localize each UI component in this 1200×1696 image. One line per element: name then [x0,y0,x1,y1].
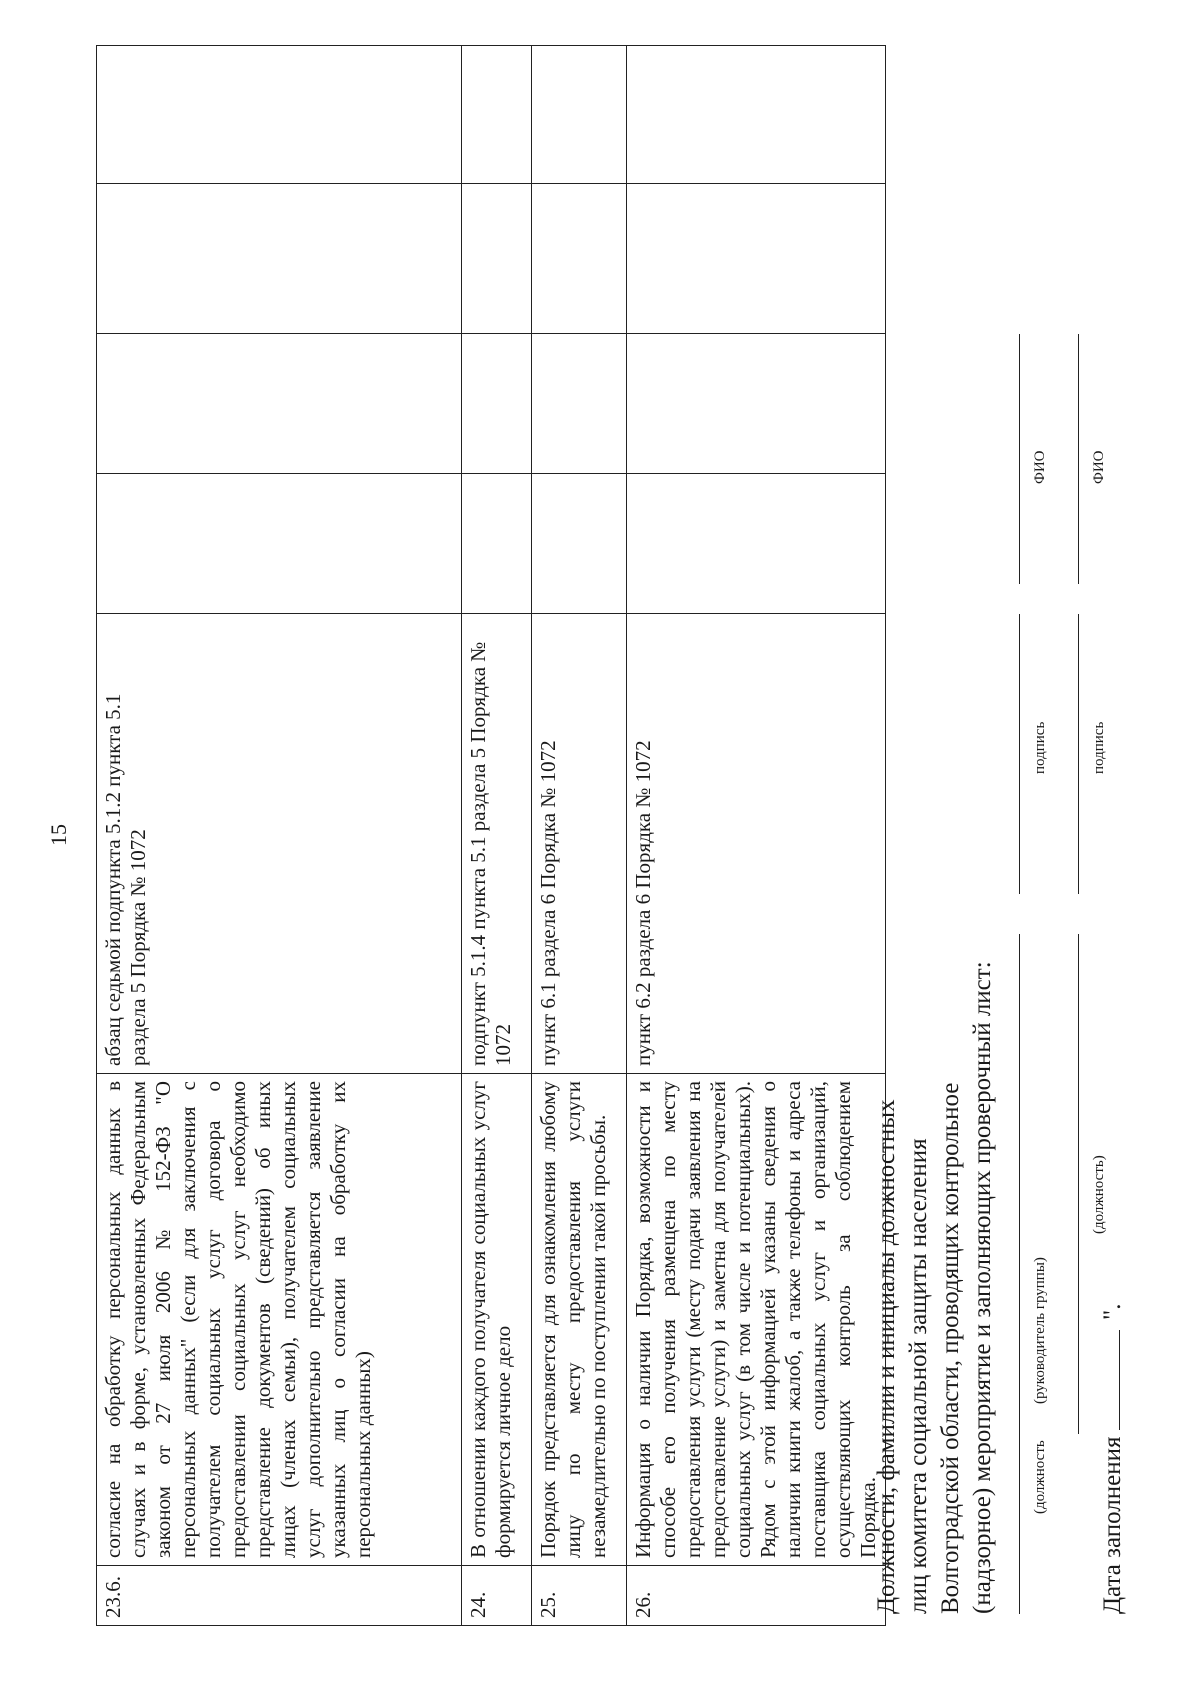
fill-date [1097,1304,1128,1614]
requirement-text: Информация о наличии Порядка, возможности и способе его получения размещена по месту предоставления услуги (месту подачи заявления на предоставление услуги) и заметна для получателей социальных услуг (в том числе и потенциальных). Рядом с этой информацией указаны сведения о наличии книги жалоб, а также телефоны и адреса поставщика социальных услуг и организаций, осуществляющих контроль за соблюдением Порядка. [627,1074,886,1566]
answer-na-cell[interactable] [532,184,627,334]
name-line[interactable] [1078,334,1079,584]
officials-line: Должности, фамилии и инициалы должностных [873,1099,900,1614]
date-suffix: ". [1099,1303,1126,1321]
name-line[interactable] [1019,334,1020,584]
signature-line[interactable] [1078,614,1079,894]
signature-block [871,54,1136,1614]
answer-no-cell[interactable] [532,334,627,474]
row-number: 24. [462,1566,532,1626]
position-caption: (должность) [1091,1155,1107,1234]
checklist-table [96,45,886,1626]
officials-heading [871,961,999,1614]
row-number: 23.6. [97,1566,462,1626]
requirement-text: согласие на обработку персональных данных в случаях и в форме, установленных Федеральным законом от 27 июля 2006 № 152-ФЗ "О персональных данных" (если для заключения с получателем социальных услуг договора о предоставлении социальных услуг необходимо представление документов (сведений) об иных лицах (членах семьи), получателем социальных услуг дополнительно представляется заявление указанных лиц о согласии на обработку их персональных данных) [97,1074,462,1566]
row-number: 25. [532,1566,627,1626]
answer-no-cell[interactable] [627,334,886,474]
note-cell[interactable] [462,46,532,184]
position-line[interactable] [1078,934,1079,1434]
signature-caption: подпись [1032,721,1048,774]
answer-yes-cell[interactable] [97,474,462,614]
officials-line: (надзорное) мероприятие и заполняющих проверочный лист: [969,961,996,1614]
signature-row-leader [1019,114,1079,1614]
role-caption: (руководитель группы) [1032,1257,1048,1404]
date-label: Дата заполнения [1099,1436,1126,1614]
note-cell[interactable] [97,46,462,184]
legal-reference: абзац седьмой подпункта 5.1.2 пункта 5.1 раздела 5 Порядка № 1072 [97,614,462,1074]
answer-no-cell[interactable] [97,334,462,474]
rotated-page-content [96,46,1136,1626]
officials-line: Волгоградской области, проводящих контрольное [937,1082,964,1614]
legal-reference: пункт 6.2 раздела 6 Порядка № 1072 [627,614,886,1074]
answer-yes-cell[interactable] [532,474,627,614]
page-number: 15 [46,824,71,846]
requirement-text: Порядок представляется для ознакомления любому лицу по месту предоставления услуги незамедлительно по поступлении такой просьбы. [532,1074,627,1566]
legal-reference: пункт 6.1 раздела 6 Порядка № 1072 [532,614,627,1074]
answer-na-cell[interactable] [462,184,532,334]
legal-reference: подпункт 5.1.4 пункта 5.1 раздела 5 Порядка № 1072 [462,614,532,1074]
answer-no-cell[interactable] [462,334,532,474]
table-row [462,46,532,1626]
name-caption: ФИО [1032,450,1048,484]
position-line[interactable] [1019,934,1020,1614]
date-blank[interactable] [1097,1330,1120,1430]
answer-yes-cell[interactable] [627,474,886,614]
signature-line[interactable] [1019,614,1020,894]
answer-na-cell[interactable] [627,184,886,334]
answer-yes-cell[interactable] [462,474,532,614]
note-cell[interactable] [627,46,886,184]
table-row [627,46,886,1626]
signature-caption: подпись [1091,721,1107,774]
position-caption: (должность [1032,1440,1048,1514]
table-row [97,46,462,1626]
name-caption: ФИО [1091,450,1107,484]
requirement-text: В отношении каждого получателя социальных услуг формируется личное дело [462,1074,532,1566]
note-cell[interactable] [532,46,627,184]
officials-line: лиц комитета социальной защиты населения [905,1138,932,1614]
table-row [532,46,627,1626]
answer-na-cell[interactable] [97,184,462,334]
row-number: 26. [627,1566,886,1626]
